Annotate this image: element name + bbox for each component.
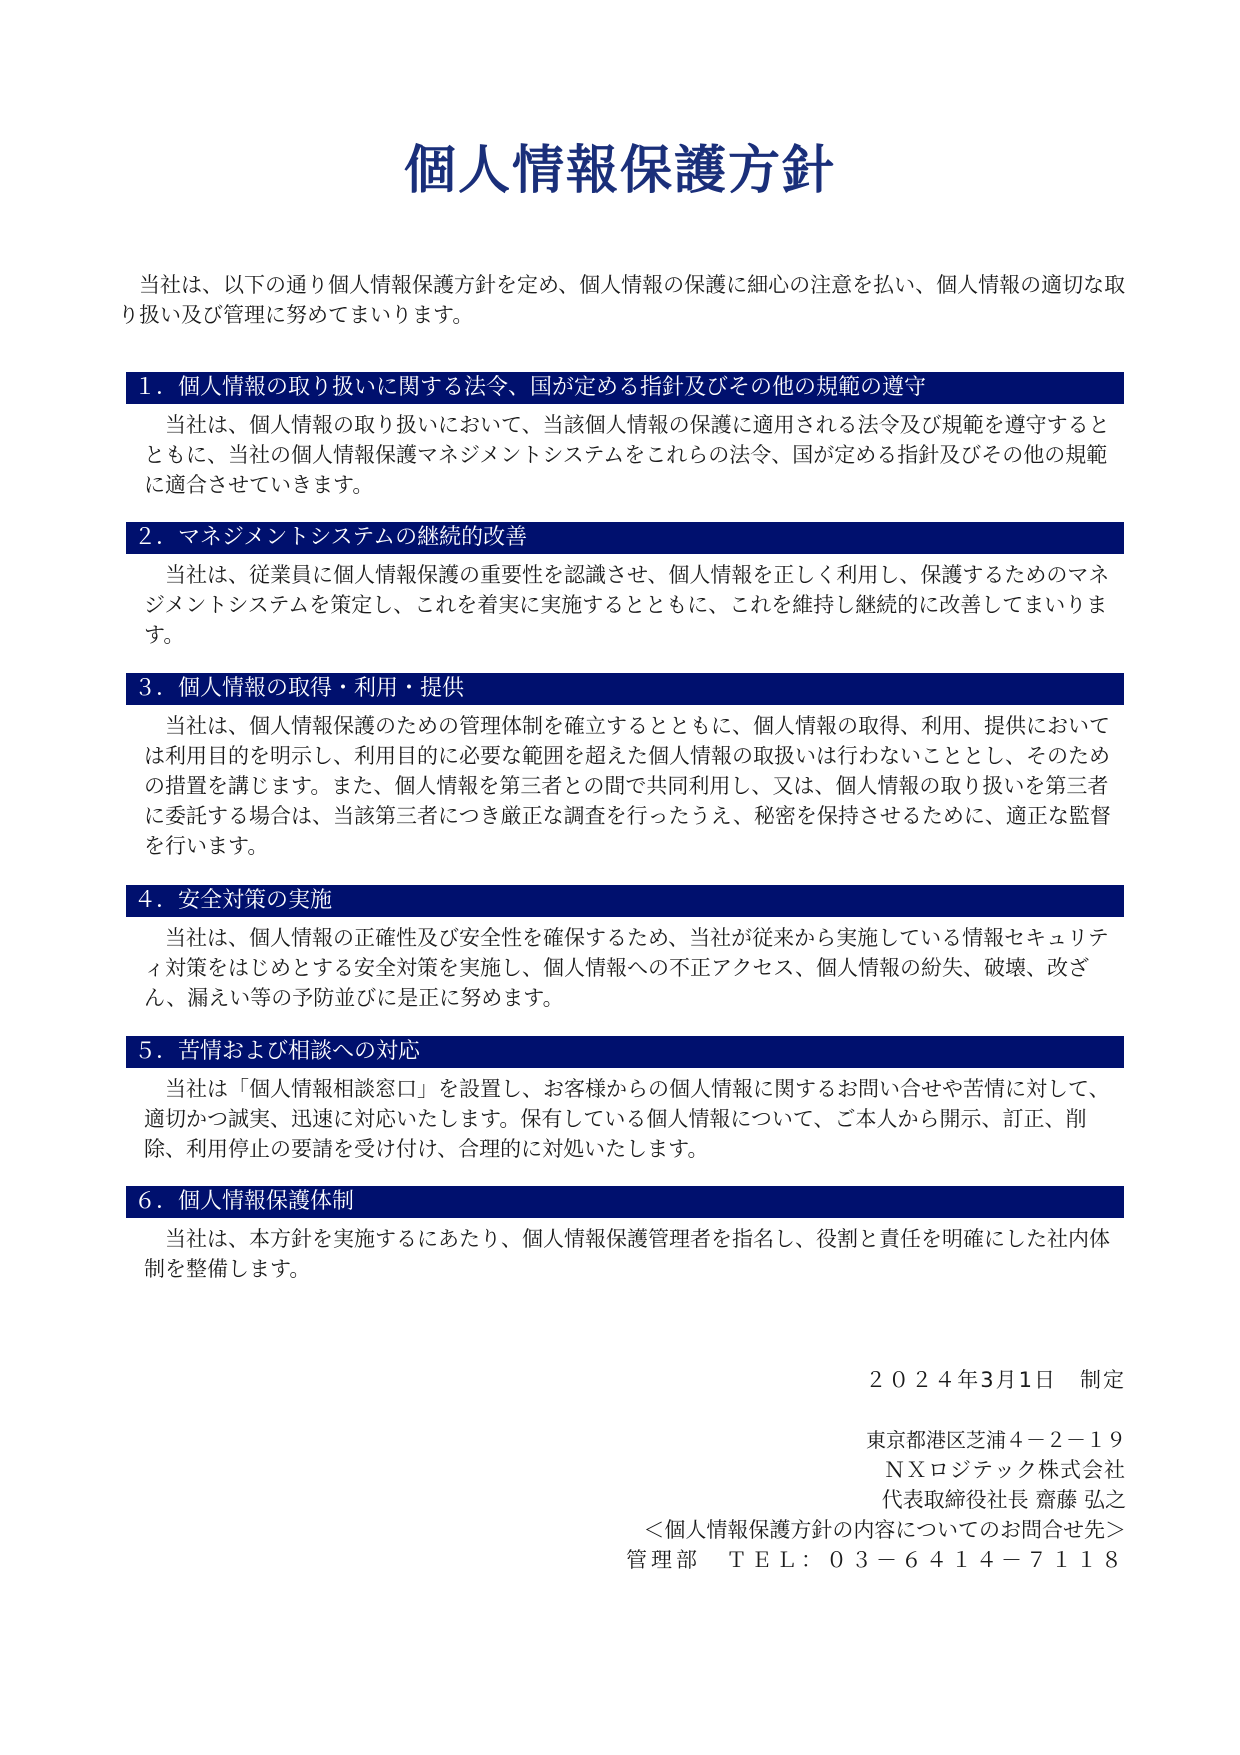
contact-heading: ＜個人情報保護方針の内容についてのお問合せ先＞ (643, 1518, 1126, 1542)
section-5 (126, 1036, 1124, 1164)
section-body: 当社は、本方針を実施するにあたり、個人情報保護管理者を指名し、役割と責任を明確にした社内体制を整備します。 (144, 1227, 1110, 1281)
section-heading: ５．苦情および相談への対応 (126, 1036, 1124, 1068)
section-6 (126, 1186, 1124, 1284)
page-title: 個人情報保護方針 (403, 141, 836, 201)
section-body: 当社は、個人情報の取り扱いにおいて、当該個人情報の保護に適用される法令及び規範を遵守するとともに、当社の個人情報保護マネジメントシステムをこれらの法令、国が定める指針及びその他の規範に適合させていきます。 (144, 413, 1110, 497)
section-heading: ４．安全対策の実施 (126, 885, 1124, 917)
section-body: 当社は「個人情報相談窓口」を設置し、お客様からの個人情報に関するお問い合せや苦情に対して、適切かつ誠実、迅速に対応いたします。保有している個人情報について、ご本人から開示、訂正、削除、利用停止の要請を受け付け、合理的に対処いたします。 (144, 1077, 1110, 1161)
representative: 代表取締役社長 齋藤 弘之 (881, 1488, 1126, 1512)
section-2 (126, 522, 1124, 650)
section-heading: １．個人情報の取り扱いに関する法令、国が定める指針及びその他の規範の遵守 (126, 372, 1124, 404)
section-body: 当社は、個人情報保護のための管理体制を確立するとともに、個人情報の取得、利用、提供においては利用目的を明示し、利用目的に必要な範囲を超えた個人情報の取扱いは行わないこととし、そのための措置を講じます。また、個人情報を第三者との間で共同利用し、又は、個人情報の取り扱いを第三者に委託する場合は、当該第三者につき厳正な調査を行ったうえ、秘密を保持させるために、適正な監督を行います。 (144, 714, 1111, 858)
enactment-date: ２０２４年3月1日 制定 (865, 1368, 1126, 1392)
contact-phone: 管理部 ＴＥＬ：０３－６４１４－７１１８ (626, 1548, 1126, 1572)
section-1 (126, 372, 1124, 500)
intro-paragraph: 当社は、以下の通り個人情報保護方針を定め、個人情報の保護に細心の注意を払い、個人情報の適切な取り扱い及び管理に努めてまいります。 (118, 273, 1126, 327)
section-heading: ２．マネジメントシステムの継続的改善 (126, 522, 1124, 554)
section-body: 当社は、個人情報の正確性及び安全性を確保するため、当社が従来から実施している情報セキュリティ対策をはじめとする安全対策を実施し、個人情報への不正アクセス、個人情報の紛失、破壊、改ざん、漏えい等の予防並びに是正に努めます。 (144, 926, 1109, 1010)
section-body: 当社は、従業員に個人情報保護の重要性を認識させ、個人情報を正しく利用し、保護するためのマネジメントシステムを策定し、これを着実に実施するとともに、これを維持し継続的に改善してまいります。 (144, 563, 1110, 647)
section-4 (126, 885, 1124, 1013)
section-heading: ６．個人情報保護体制 (126, 1186, 1124, 1218)
section-heading: ３．個人情報の取得・利用・提供 (126, 673, 1124, 705)
company-address: 東京都港区芝浦４－２－１９ (866, 1428, 1126, 1452)
section-3 (126, 673, 1124, 861)
company-name: ＮＸロジテック株式会社 (884, 1458, 1126, 1482)
company-info (626, 1425, 1126, 1575)
